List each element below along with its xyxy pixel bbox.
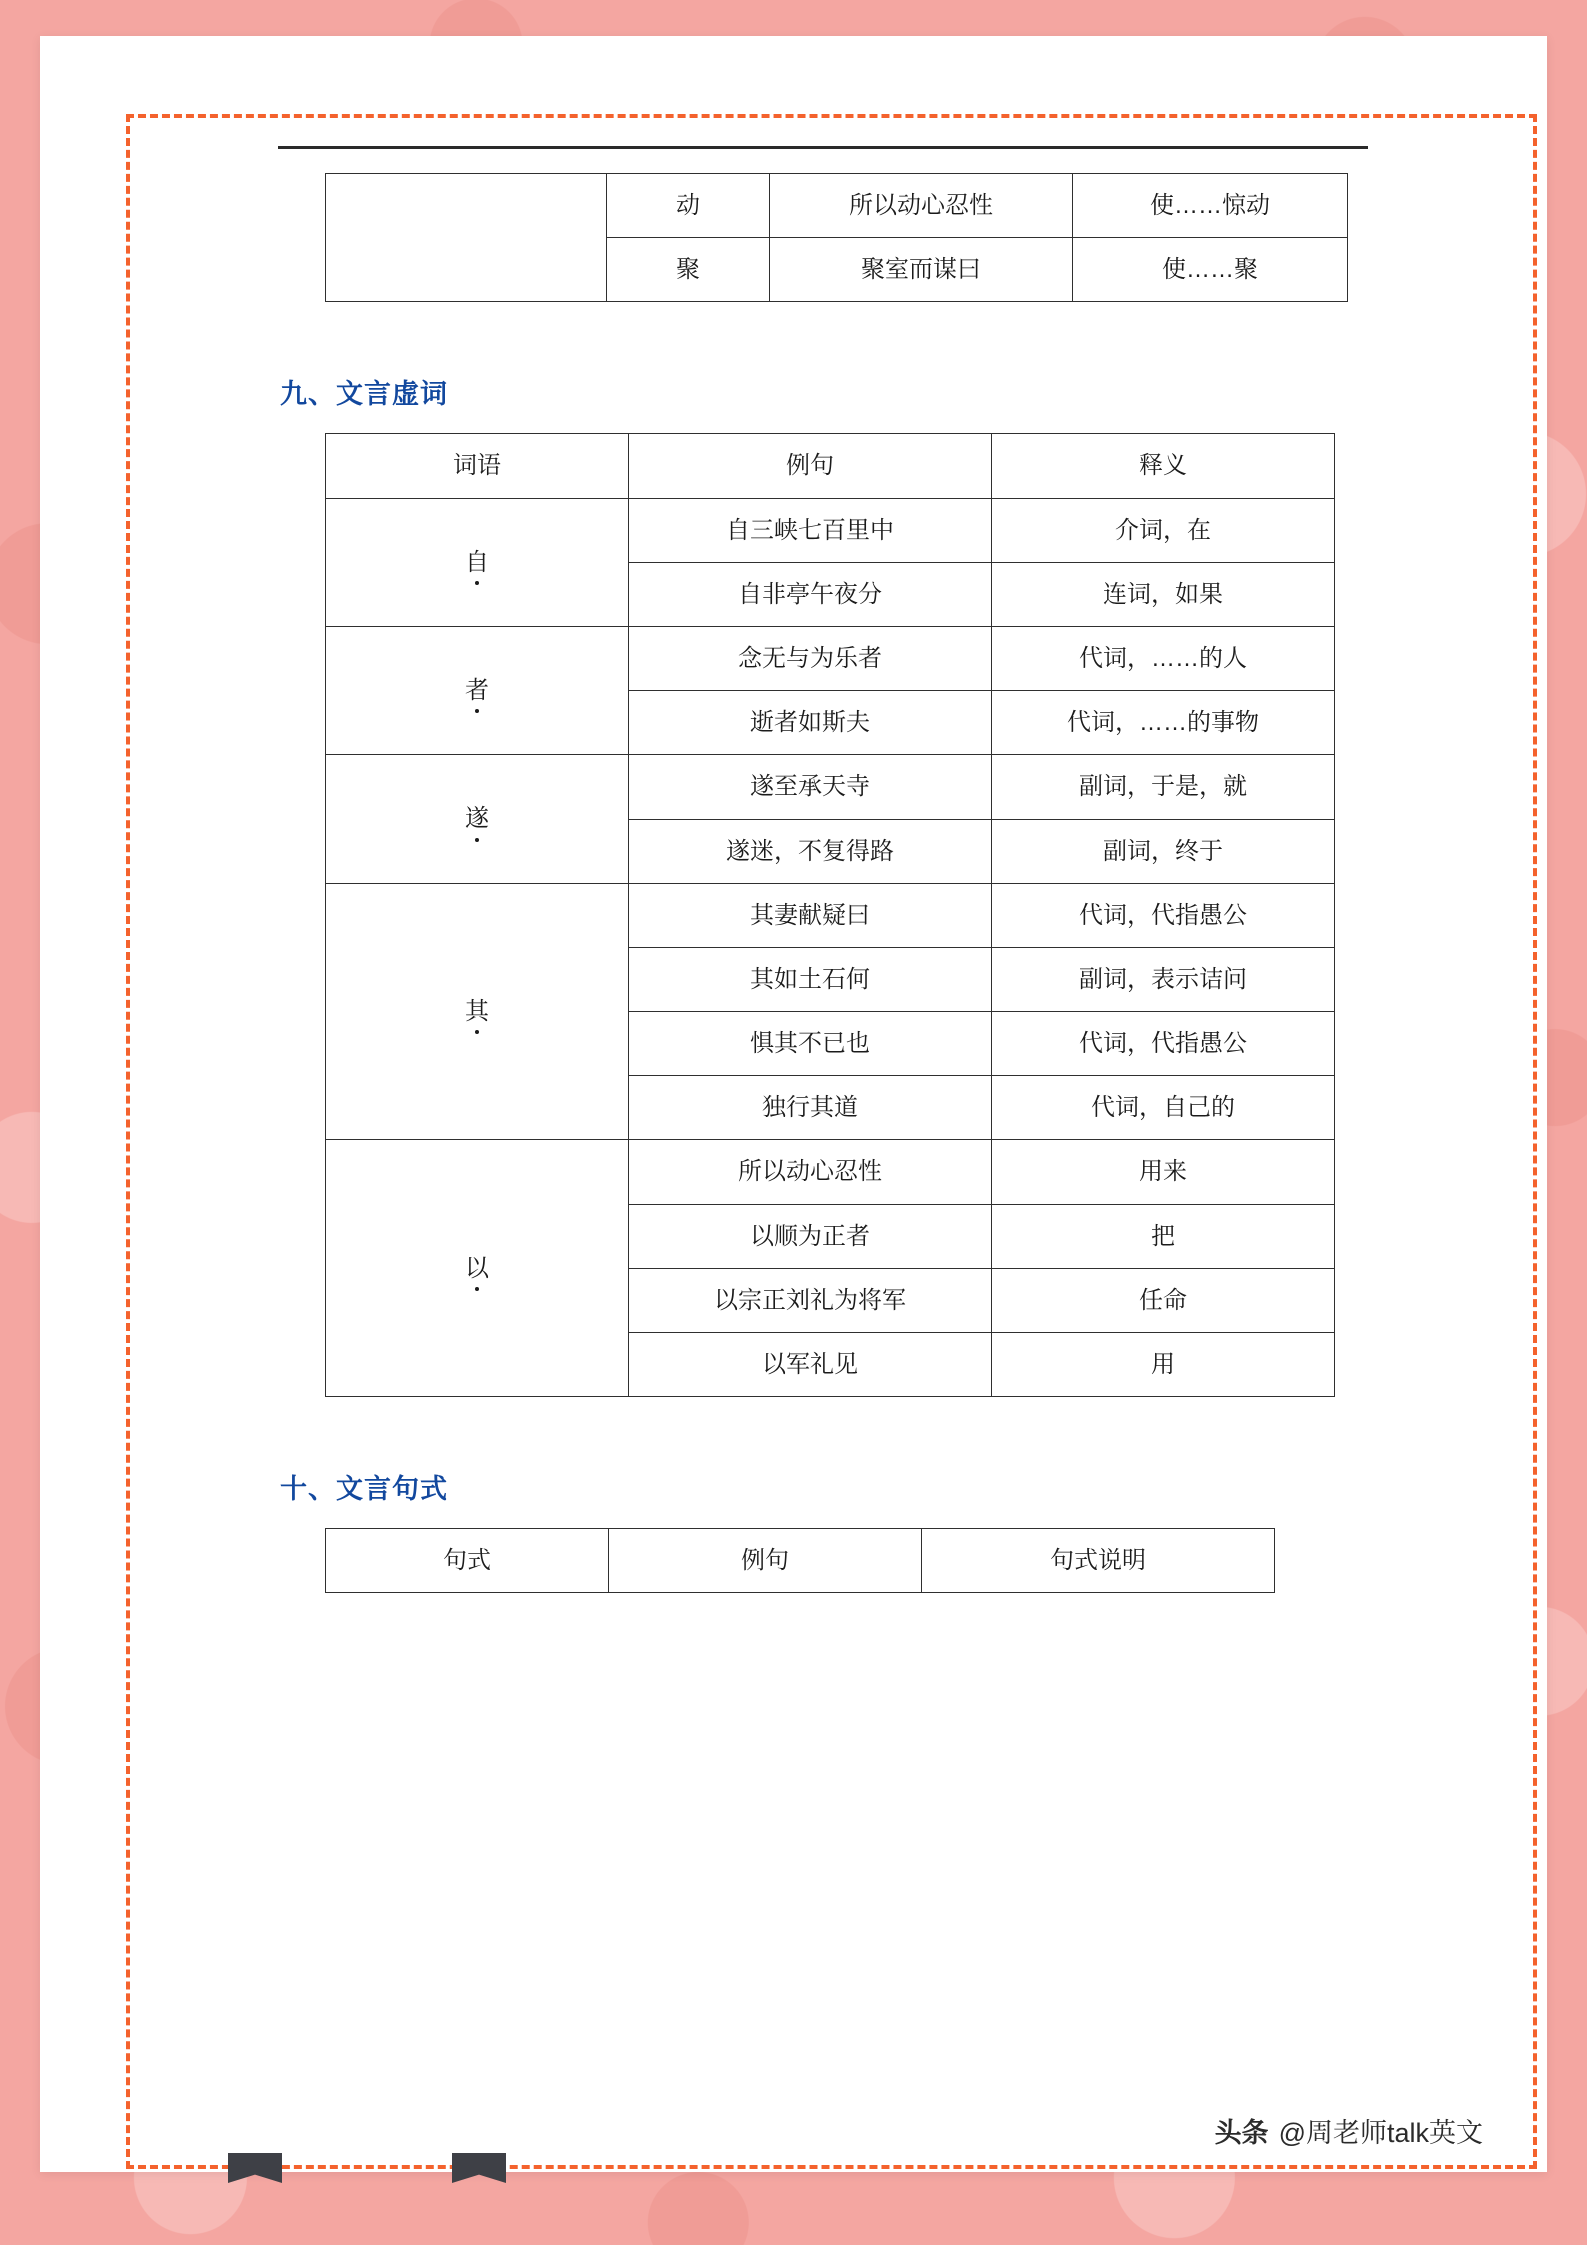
continuation-word: 聚 — [607, 238, 770, 302]
example-cell: 逝者如斯夫 — [629, 691, 992, 755]
continuation-meaning: 使……惊动 — [1073, 174, 1348, 238]
example-cell: 其如土石何 — [629, 947, 992, 1011]
example-cell: 自非亭午夜分 — [629, 562, 992, 626]
table-header-row — [326, 434, 1335, 498]
meaning-cell: 代词，……的事物 — [992, 691, 1335, 755]
word-cell — [326, 1140, 629, 1397]
continuation-table — [325, 173, 1348, 302]
example-cell: 以军礼见 — [629, 1333, 992, 1397]
column-header-example: 例句 — [629, 434, 992, 498]
watermark — [1215, 2111, 1483, 2150]
example-cell: 以顺为正者 — [629, 1204, 992, 1268]
meaning-cell: 代词，自己的 — [992, 1076, 1335, 1140]
document-page — [40, 36, 1547, 2172]
table-row — [326, 174, 1348, 238]
column-header-pattern: 句式 — [326, 1529, 609, 1593]
continuation-example: 聚室而谋曰 — [770, 238, 1073, 302]
table-row — [326, 755, 1335, 819]
meaning-cell: 代词，代指愚公 — [992, 883, 1335, 947]
watermark-logo: 头条 — [1214, 2118, 1269, 2148]
example-cell: 惧其不已也 — [629, 1012, 992, 1076]
word-cell — [326, 626, 629, 754]
continuation-example: 所以动心忍性 — [770, 174, 1073, 238]
example-cell: 念无与为乐者 — [629, 626, 992, 690]
section-ten-title: 十、文言句式 — [280, 1474, 448, 1505]
example-cell: 遂迷，不复得路 — [629, 819, 992, 883]
continuation-word: 动 — [607, 174, 770, 238]
meaning-cell: 副词，表示诘问 — [992, 947, 1335, 1011]
meaning-cell: 连词，如果 — [992, 562, 1335, 626]
top-horizontal-rule — [278, 146, 1368, 149]
word-text: 其 — [465, 996, 489, 1027]
word-cell — [326, 498, 629, 626]
table-header-row — [326, 1529, 1275, 1593]
meaning-cell: 副词，于是，就 — [992, 755, 1335, 819]
table-row — [326, 498, 1335, 562]
watermark-handle: @周老师talk英文 — [1278, 2118, 1483, 2148]
example-cell: 独行其道 — [629, 1076, 992, 1140]
meaning-cell: 代词，代指愚公 — [992, 1012, 1335, 1076]
meaning-cell: 把 — [992, 1204, 1335, 1268]
meaning-cell: 用来 — [992, 1140, 1335, 1204]
meaning-cell: 任命 — [992, 1268, 1335, 1332]
column-header-example: 例句 — [609, 1529, 922, 1593]
table-row — [326, 1140, 1335, 1204]
table-row — [326, 626, 1335, 690]
word-text: 自 — [465, 547, 489, 578]
continuation-merged-cell — [326, 174, 607, 302]
meaning-cell: 用 — [992, 1333, 1335, 1397]
example-cell: 遂至承天寺 — [629, 755, 992, 819]
meaning-cell: 介词，在 — [992, 498, 1335, 562]
word-cell — [326, 755, 629, 883]
column-header-meaning: 释义 — [992, 434, 1335, 498]
sentence-patterns-table — [325, 1528, 1275, 1593]
word-text: 遂 — [465, 803, 489, 834]
table-row — [326, 883, 1335, 947]
column-header-explanation: 句式说明 — [922, 1529, 1275, 1593]
column-header-word: 词语 — [326, 434, 629, 498]
meaning-cell: 代词，……的人 — [992, 626, 1335, 690]
meaning-cell: 副词，终于 — [992, 819, 1335, 883]
document-content — [240, 146, 1440, 1593]
function-words-table — [325, 433, 1335, 1397]
word-cell — [326, 883, 629, 1140]
continuation-meaning: 使……聚 — [1073, 238, 1348, 302]
section-nine-title: 九、文言虚词 — [280, 379, 448, 410]
word-text: 者 — [465, 675, 489, 706]
example-cell: 自三峡七百里中 — [629, 498, 992, 562]
example-cell: 以宗正刘礼为将军 — [629, 1268, 992, 1332]
example-cell: 其妻献疑曰 — [629, 883, 992, 947]
word-text: 以 — [465, 1253, 489, 1284]
example-cell: 所以动心忍性 — [629, 1140, 992, 1204]
